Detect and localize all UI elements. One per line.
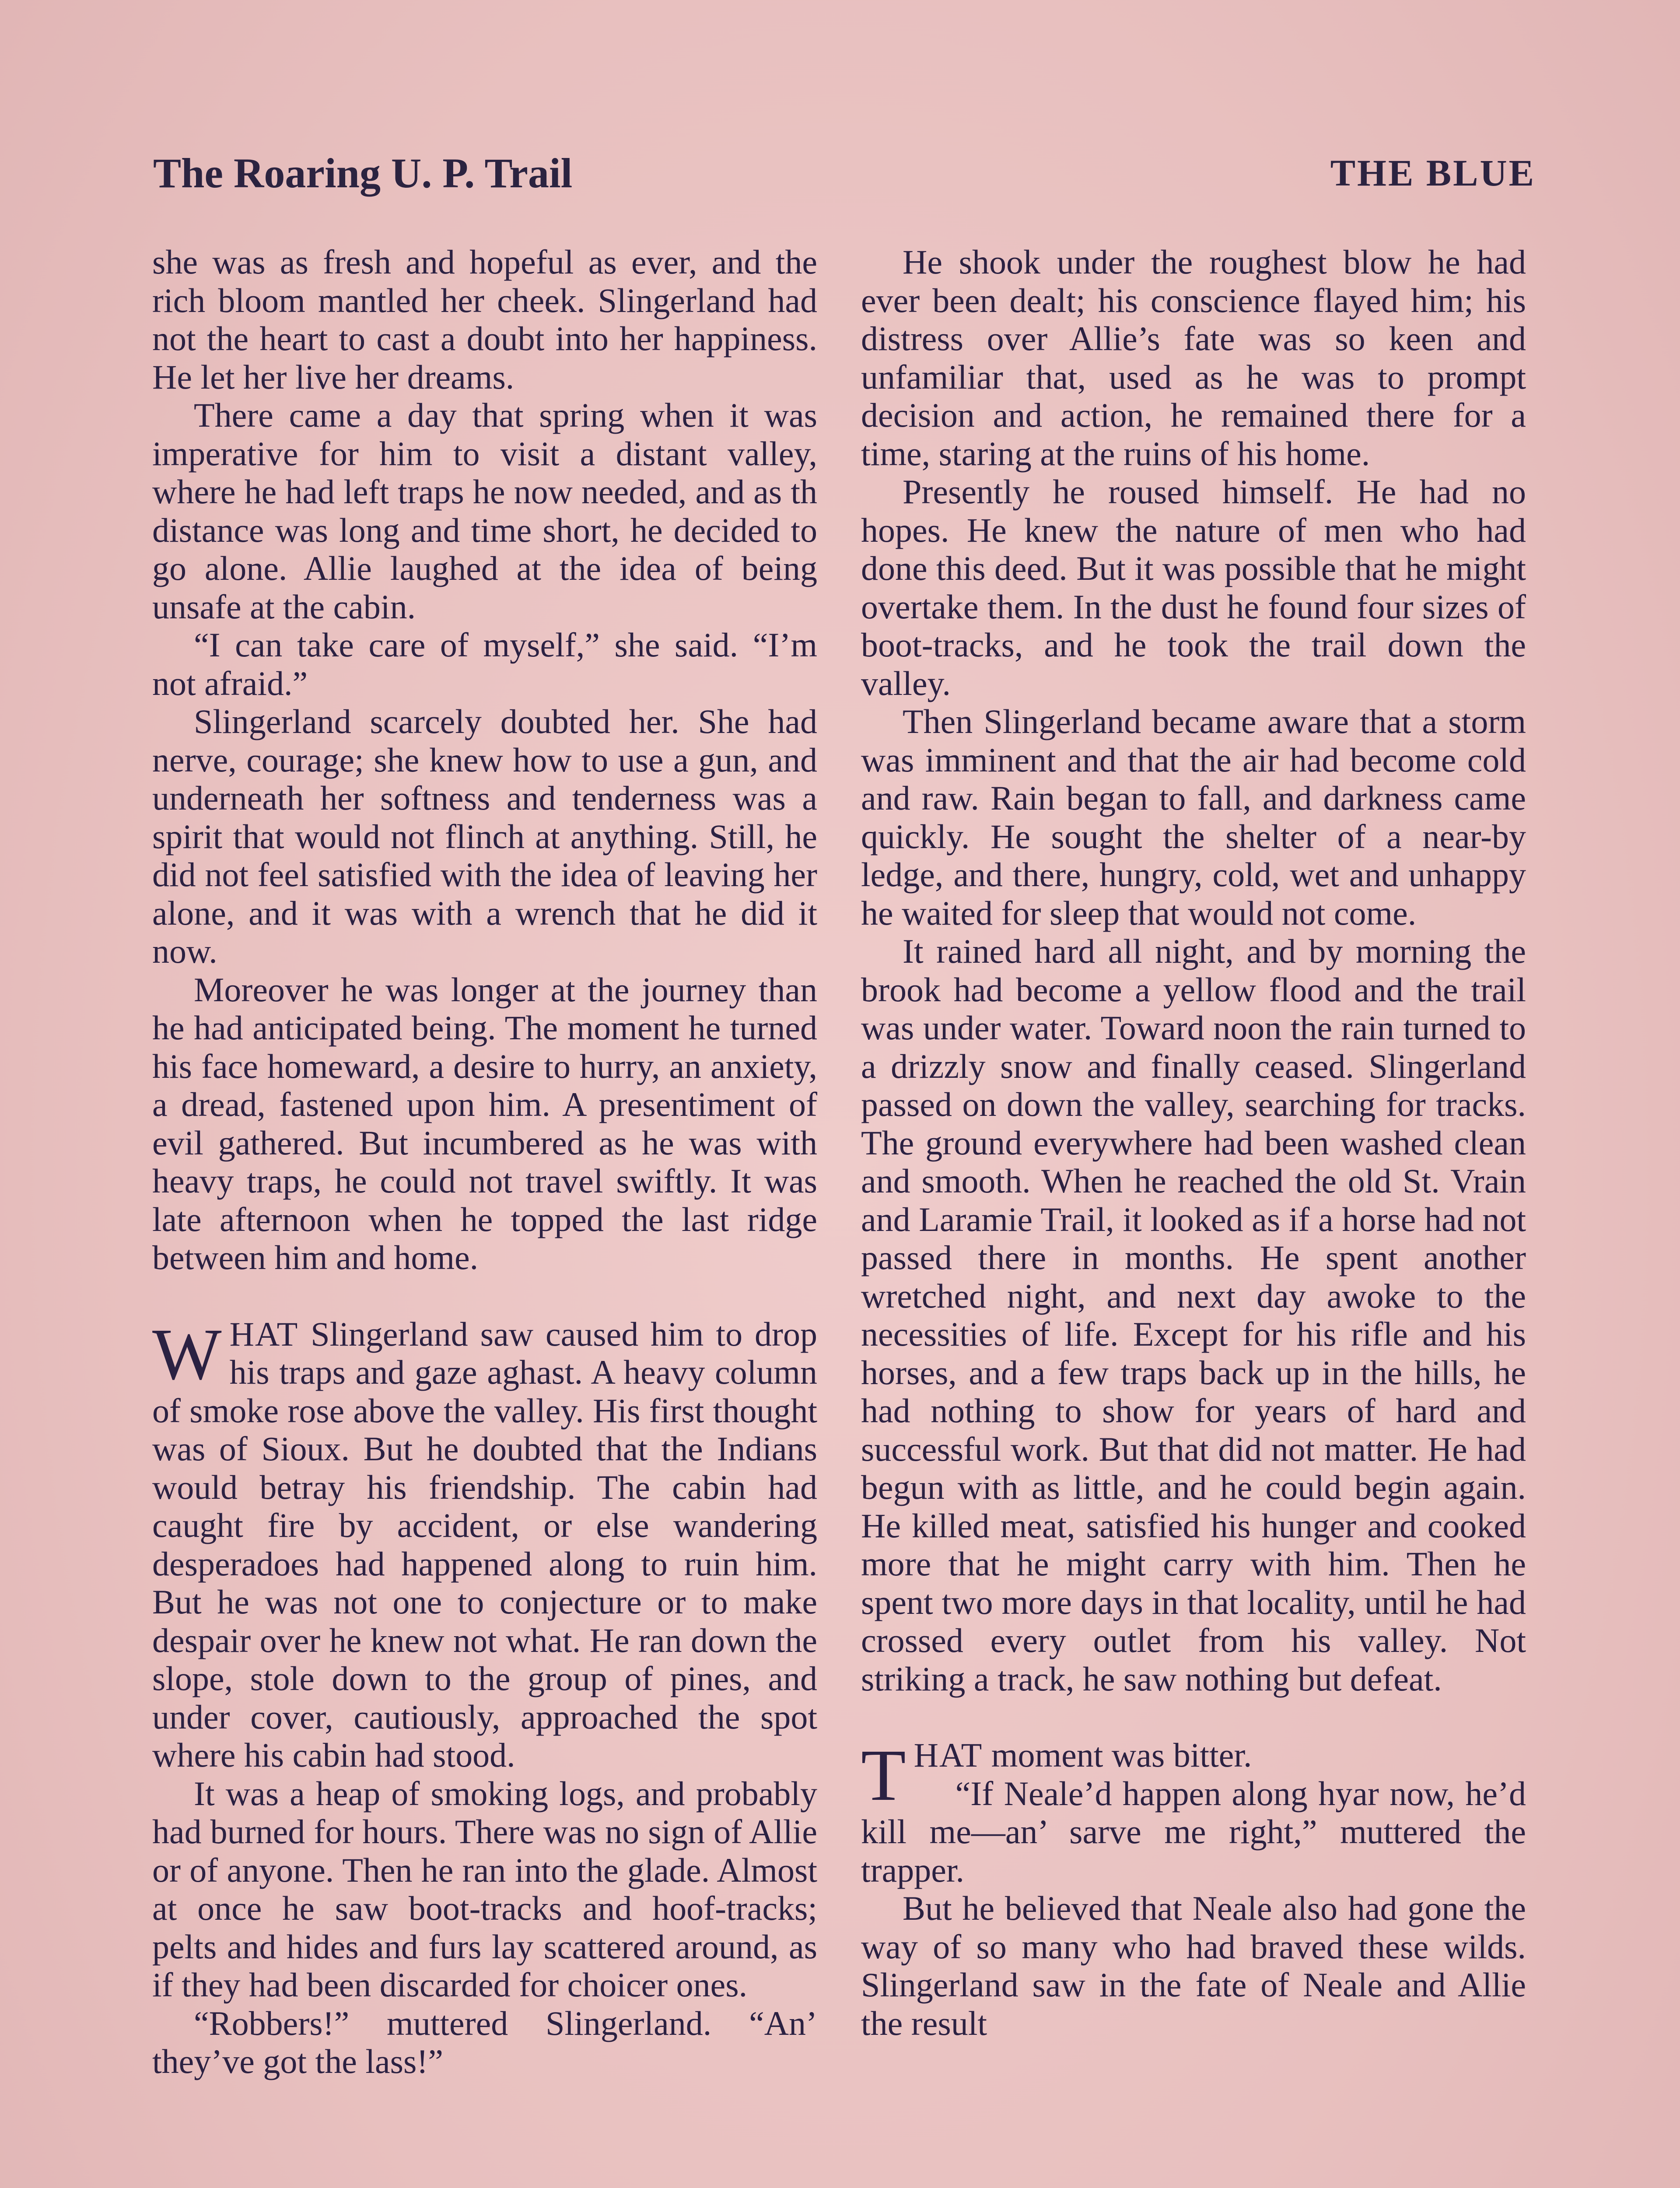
section-opening-paragraph [861, 1735, 1526, 1816]
paragraph: It rained hard all night, and by morning the brook had become a yellow flood and the trail was under water. Toward noon the rain turned to a drizzly snow and finally ceased. Slingerland passed on down the valley, searching for tracks. The ground everywhere had been washed clean and smooth. When he reached the old St. Vrain and Laramie Trail, it looked as if a horse had not passed there in months. He spent another wretched night, and next day awoke to the necessities of life. Except for his rifle and his horses, and a few traps back up in the hills, he had nothing to show for years of hard and successful work. But that did not matter. He had begun with as little, and he could begin again. He killed meat, satisfied his hunger and cooked more that he might carry with him. Then he spent two more days in that locality, until he had crossed every outlet from his valley. Not striking a track, he saw nothing but defeat. [861, 932, 1526, 1698]
paragraph: Then Slingerland became aware that a storm was imminent and that the air had become cold and raw. Rain began to fall, and darkness came quickly. He sought the shelter of a near-by ledge, and there, hungry, cold, wet and unhappy he waited for sleep that would not come. [861, 702, 1526, 932]
paragraph: Moreover he was longer at the journey than he had anticipated being. The moment he turned his face homeward, a desire to hurry, an anxiety, a dread, fastened upon him. A presentiment of evil gathered. But incumbered as he was with heavy traps, he could not travel swiftly. It was late afternoon when he topped the last ridge between him and home. [152, 970, 817, 1276]
running-head-title: The Roaring U. P. Trail [153, 150, 573, 196]
paragraph: Presently he roused himself. He had no hopes. He knew the nature of men who had done this deed. But it was possible that he might overtake them. In the dust he found four sizes of boot-tracks, and he took the trail down the valley. [861, 473, 1526, 702]
paragraph-text: Slingerland saw caused him to drop his traps and gaze aghast. A heavy column of smoke rose above the valley. His first thought was of Sioux. But he doubted that the Indians would betray his friendship. The cabin had caught fire by accident, or else wandering desperadoes had happened along to ruin him. But he was not one to conjecture or to make despair over he knew not what. He ran down the slope, stole down to the group of pines, and under cover, cautiously, approached the spot where his cabin had stood. [152, 1315, 817, 1774]
small-caps-lead: HAT [914, 1736, 983, 1774]
paragraph: “Robbers!” muttered Slingerland. “An’ they’ve got the lass!” [152, 2004, 817, 2080]
paragraph: He shook under the roughest blow he had ever been dealt; his conscience flayed him; his distress over Allie’s fate was so keen and unfamiliar that, used as he was to prompt decision and action, he remained there for a time, staring at the ruins of his home. [861, 243, 1526, 473]
drop-cap: T [861, 1735, 906, 1816]
section-opening-paragraph [152, 1315, 817, 1774]
drop-cap: W [152, 1313, 222, 1395]
right-text-column [861, 243, 1526, 2042]
running-head-magazine: THE BLUE [1330, 152, 1536, 194]
small-caps-lead: HAT [229, 1315, 299, 1353]
paragraph: “If Neale’d happen along hyar now, he’d kill me—an’ sarve me right,” muttered the trapper. [861, 1774, 1526, 1889]
paragraph: “I can take care of myself,” she said. “I’m not afraid.” [152, 626, 817, 702]
left-text-column [152, 243, 817, 2081]
paragraph: Slingerland scarcely doubted her. She had nerve, courage; she knew how to use a gun, and underneath her softness and tenderness was a spirit that would not flinch at anything. Still, he did not feel satisfied with the idea of leaving her alone, and it was with a wrench that he did it now. [152, 702, 817, 970]
paragraph: There came a day that spring when it was imperative for him to visit a distant valley, where he had left traps he now needed, and as th distance was long and time short, he decided to go alone. Allie laughed at the idea of being unsafe at the cabin. [152, 396, 817, 626]
paragraph: But he believed that Neale also had gone the way of so many who had braved these wilds. Slingerland saw in the fate of Neale and Allie the result [861, 1889, 1526, 2042]
paragraph-text: moment was bitter. [983, 1736, 1252, 1774]
paragraph: It was a heap of smoking logs, and probably had burned for hours. There was no sign of Allie or of anyone. Then he ran into the glade. Almost at once he saw boot-tracks and hoof-tracks; pelts and hides and furs lay scattered around, as if they had been discarded for choicer ones. [152, 1774, 817, 2004]
paragraph: she was as fresh and hopeful as ever, and the rich bloom mantled her cheek. Slingerland had not the heart to cast a doubt into her happiness. He let her live her dreams. [152, 243, 817, 396]
